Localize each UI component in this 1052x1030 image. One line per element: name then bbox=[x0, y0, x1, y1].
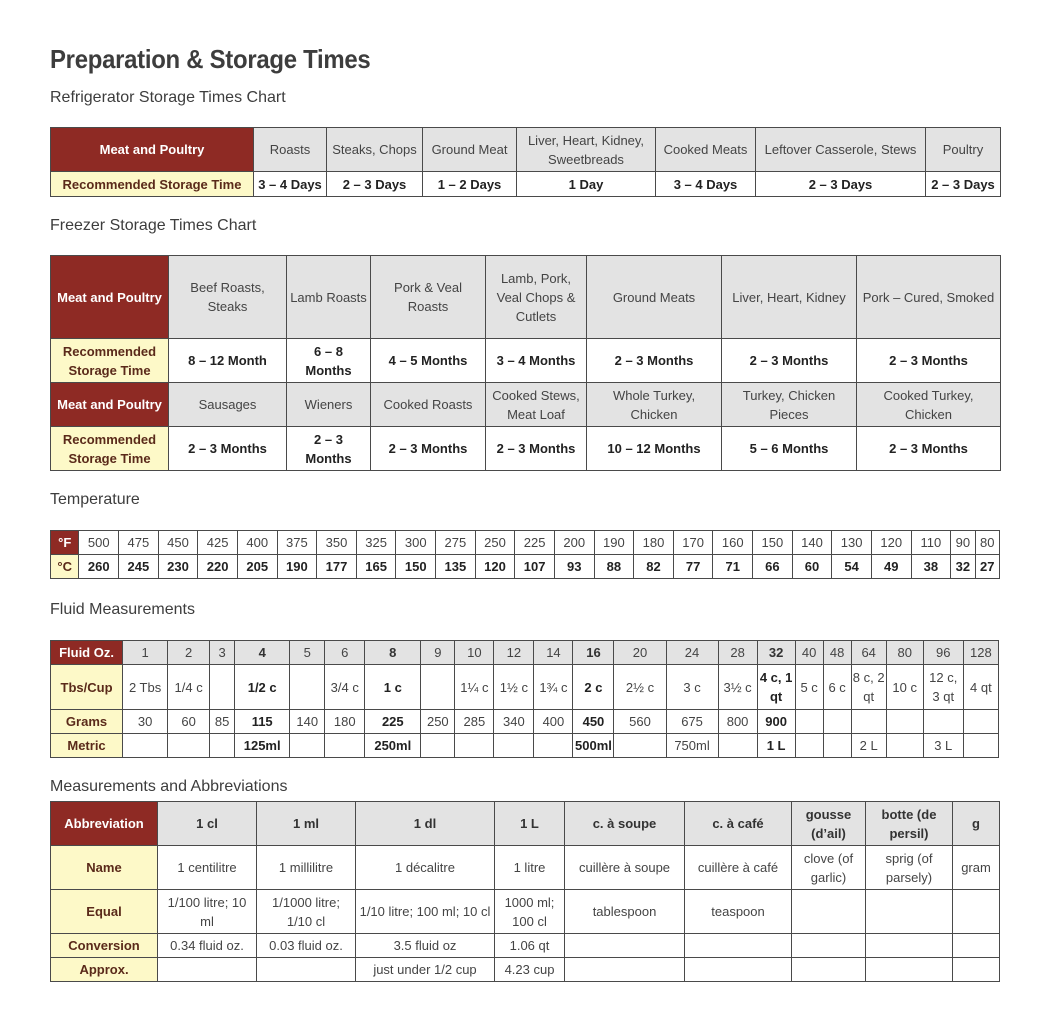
grams-cell: 560 bbox=[614, 710, 666, 734]
fahrenheit-cell: 150 bbox=[753, 531, 793, 555]
metric-cell bbox=[290, 734, 325, 758]
freezer-item-cell: Turkey, Chicken Pieces bbox=[722, 383, 857, 427]
approx-cell bbox=[257, 958, 356, 982]
fridge-time-cell: 3 – 4 Days bbox=[254, 172, 327, 197]
fahrenheit-cell: 425 bbox=[198, 531, 238, 555]
freezer-item-cell: Cooked Stews, Meat Loaf bbox=[486, 383, 587, 427]
abbreviation-cell: c. à soupe bbox=[565, 802, 685, 846]
metric-cell: 1 L bbox=[757, 734, 795, 758]
conversion-cell bbox=[866, 934, 953, 958]
fridge-heading: Refrigerator Storage Times Chart bbox=[50, 89, 286, 106]
celsius-cell: 260 bbox=[79, 555, 119, 579]
fahrenheit-cell: 325 bbox=[356, 531, 396, 555]
conversion-cell bbox=[792, 934, 866, 958]
approx-cell bbox=[158, 958, 257, 982]
grams-cell bbox=[886, 710, 923, 734]
fluid-table bbox=[50, 640, 999, 758]
conversion-cell bbox=[565, 934, 685, 958]
freezer-time-cell: 2 – 3 Months bbox=[857, 339, 1001, 383]
fahrenheit-cell: 350 bbox=[317, 531, 357, 555]
name-label: Name bbox=[51, 846, 158, 890]
grams-cell: 900 bbox=[757, 710, 795, 734]
freezer-time-cell: 10 – 12 Months bbox=[587, 427, 722, 471]
equal-cell bbox=[792, 890, 866, 934]
freezer-time-cell: 3 – 4 Months bbox=[486, 339, 587, 383]
tbs-cup-cell: 1/4 c bbox=[168, 665, 210, 710]
approx-cell bbox=[792, 958, 866, 982]
approx-cell: just under 1/2 cup bbox=[356, 958, 495, 982]
fridge-time-cell: 1 – 2 Days bbox=[423, 172, 517, 197]
equal-label: Equal bbox=[51, 890, 158, 934]
fahrenheit-label: °F bbox=[51, 531, 79, 555]
abbrev-table bbox=[50, 801, 1000, 982]
fluid-oz-cell: 3 bbox=[210, 641, 235, 665]
freezer-item-cell: Pork & Veal Roasts bbox=[371, 256, 486, 339]
fahrenheit-cell: 80 bbox=[975, 531, 999, 555]
tbs-cup-cell: 6 c bbox=[823, 665, 851, 710]
celsius-cell: 135 bbox=[436, 555, 476, 579]
name-cell: cuillère à café bbox=[685, 846, 792, 890]
freezer-header-label-1: Meat and Poultry bbox=[51, 256, 169, 339]
equal-cell: 1/1000 litre; 1/10 cl bbox=[257, 890, 356, 934]
fluid-oz-cell: 8 bbox=[365, 641, 421, 665]
fluid-oz-cell: 6 bbox=[325, 641, 365, 665]
tbs-cup-cell: 1½ c bbox=[494, 665, 534, 710]
metric-cell bbox=[325, 734, 365, 758]
freezer-time-cell: 2 – 3 Months bbox=[287, 427, 371, 471]
metric-cell bbox=[210, 734, 235, 758]
fluid-oz-cell: 9 bbox=[421, 641, 455, 665]
equal-cell: tablespoon bbox=[565, 890, 685, 934]
name-cell: 1 centilitre bbox=[158, 846, 257, 890]
fahrenheit-cell: 90 bbox=[951, 531, 975, 555]
celsius-cell: 205 bbox=[237, 555, 277, 579]
abbreviation-cell: gousse (d’ail) bbox=[792, 802, 866, 846]
fluid-heading: Fluid Measurements bbox=[50, 601, 195, 618]
tbs-cup-cell bbox=[421, 665, 455, 710]
grams-cell: 340 bbox=[494, 710, 534, 734]
fahrenheit-cell: 160 bbox=[713, 531, 753, 555]
fahrenheit-cell: 250 bbox=[475, 531, 515, 555]
fahrenheit-cell: 225 bbox=[515, 531, 555, 555]
metric-label: Metric bbox=[51, 734, 123, 758]
metric-cell bbox=[168, 734, 210, 758]
metric-cell bbox=[494, 734, 534, 758]
grams-cell: 85 bbox=[210, 710, 235, 734]
celsius-cell: 77 bbox=[673, 555, 713, 579]
tbs-cup-cell bbox=[290, 665, 325, 710]
name-cell: 1 décalitre bbox=[356, 846, 495, 890]
tbs-cup-cell: 1 c bbox=[365, 665, 421, 710]
approx-cell bbox=[866, 958, 953, 982]
fridge-row-label: Recommended Storage Time bbox=[51, 172, 254, 197]
metric-cell: 500ml bbox=[573, 734, 614, 758]
freezer-item-cell: Pork – Cured, Smoked bbox=[857, 256, 1001, 339]
fluid-oz-cell: 5 bbox=[290, 641, 325, 665]
metric-cell: 2 L bbox=[851, 734, 886, 758]
metric-cell bbox=[795, 734, 823, 758]
fluid-oz-cell: 40 bbox=[795, 641, 823, 665]
grams-cell: 450 bbox=[573, 710, 614, 734]
grams-label: Grams bbox=[51, 710, 123, 734]
freezer-time-cell: 4 – 5 Months bbox=[371, 339, 486, 383]
grams-cell: 30 bbox=[123, 710, 168, 734]
tbs-cup-cell: 12 c, 3 qt bbox=[923, 665, 963, 710]
grams-cell: 800 bbox=[718, 710, 757, 734]
metric-cell bbox=[123, 734, 168, 758]
fridge-table bbox=[50, 127, 1001, 197]
fridge-header-label: Meat and Poultry bbox=[51, 128, 254, 172]
freezer-time-cell: 6 – 8 Months bbox=[287, 339, 371, 383]
equal-cell: 1/10 litre; 100 ml; 10 cl bbox=[356, 890, 495, 934]
fahrenheit-cell: 400 bbox=[237, 531, 277, 555]
celsius-cell: 150 bbox=[396, 555, 436, 579]
fridge-item-cell: Poultry bbox=[926, 128, 1001, 172]
fahrenheit-cell: 450 bbox=[158, 531, 198, 555]
freezer-item-cell: Wieners bbox=[287, 383, 371, 427]
tbs-cup-cell: 1/2 c bbox=[235, 665, 290, 710]
freezer-row-label-2: Recommended Storage Time bbox=[51, 427, 169, 471]
freezer-item-cell: Cooked Roasts bbox=[371, 383, 486, 427]
fridge-time-cell: 3 – 4 Days bbox=[656, 172, 756, 197]
grams-cell bbox=[823, 710, 851, 734]
abbreviation-cell: botte (de persil) bbox=[866, 802, 953, 846]
fluid-oz-cell: 32 bbox=[757, 641, 795, 665]
metric-cell: 125ml bbox=[235, 734, 290, 758]
abbreviation-cell: g bbox=[953, 802, 1000, 846]
conversion-cell: 0.03 fluid oz. bbox=[257, 934, 356, 958]
fluid-oz-cell: 80 bbox=[886, 641, 923, 665]
freezer-time-cell: 2 – 3 Months bbox=[587, 339, 722, 383]
metric-cell bbox=[455, 734, 494, 758]
equal-cell bbox=[866, 890, 953, 934]
fridge-item-cell: Cooked Meats bbox=[656, 128, 756, 172]
fluid-oz-cell: 2 bbox=[168, 641, 210, 665]
fluid-oz-cell: 4 bbox=[235, 641, 290, 665]
fluid-oz-cell: 128 bbox=[963, 641, 998, 665]
conversion-label: Conversion bbox=[51, 934, 158, 958]
metric-cell bbox=[886, 734, 923, 758]
tbs-cup-cell bbox=[210, 665, 235, 710]
fahrenheit-cell: 170 bbox=[673, 531, 713, 555]
freezer-item-cell: Sausages bbox=[169, 383, 287, 427]
fahrenheit-cell: 475 bbox=[119, 531, 159, 555]
freezer-item-cell: Ground Meats bbox=[587, 256, 722, 339]
abbreviation-label: Abbreviation bbox=[51, 802, 158, 846]
celsius-cell: 165 bbox=[356, 555, 396, 579]
fluid-oz-cell: 28 bbox=[718, 641, 757, 665]
freezer-time-cell: 2 – 3 Months bbox=[722, 339, 857, 383]
freezer-row-label-1: Recommended Storage Time bbox=[51, 339, 169, 383]
abbrev-heading: Measurements and Abbreviations bbox=[50, 778, 288, 795]
celsius-cell: 177 bbox=[317, 555, 357, 579]
abbreviation-cell: 1 dl bbox=[356, 802, 495, 846]
abbreviation-cell: 1 cl bbox=[158, 802, 257, 846]
fahrenheit-cell: 275 bbox=[436, 531, 476, 555]
celsius-cell: 82 bbox=[634, 555, 674, 579]
page-title: Preparation & Storage Times bbox=[50, 44, 371, 74]
fluid-oz-cell: 64 bbox=[851, 641, 886, 665]
metric-cell: 750ml bbox=[666, 734, 718, 758]
name-cell: sprig (of parsely) bbox=[866, 846, 953, 890]
approx-cell bbox=[685, 958, 792, 982]
metric-cell bbox=[718, 734, 757, 758]
freezer-item-cell: Beef Roasts, Steaks bbox=[169, 256, 287, 339]
fahrenheit-cell: 110 bbox=[911, 531, 951, 555]
grams-cell: 115 bbox=[235, 710, 290, 734]
fahrenheit-cell: 300 bbox=[396, 531, 436, 555]
tbs-cup-cell: 2½ c bbox=[614, 665, 666, 710]
freezer-time-cell: 8 – 12 Month bbox=[169, 339, 287, 383]
celsius-cell: 66 bbox=[753, 555, 793, 579]
conversion-cell bbox=[953, 934, 1000, 958]
name-cell: 1 millilitre bbox=[257, 846, 356, 890]
name-cell: gram bbox=[953, 846, 1000, 890]
grams-cell: 140 bbox=[290, 710, 325, 734]
freezer-item-cell: Lamb Roasts bbox=[287, 256, 371, 339]
conversion-cell: 1.06 qt bbox=[495, 934, 565, 958]
approx-label: Approx. bbox=[51, 958, 158, 982]
freezer-table bbox=[50, 255, 1001, 471]
fluid-oz-label: Fluid Oz. bbox=[51, 641, 123, 665]
freezer-time-cell: 2 – 3 Months bbox=[486, 427, 587, 471]
tbs-cup-cell: 2 Tbs bbox=[123, 665, 168, 710]
fluid-oz-cell: 1 bbox=[123, 641, 168, 665]
fluid-oz-cell: 10 bbox=[455, 641, 494, 665]
grams-cell: 675 bbox=[666, 710, 718, 734]
fahrenheit-cell: 130 bbox=[832, 531, 872, 555]
grams-cell bbox=[795, 710, 823, 734]
name-cell: 1 litre bbox=[495, 846, 565, 890]
tbs-cup-cell: 1¾ c bbox=[534, 665, 573, 710]
fluid-oz-cell: 16 bbox=[573, 641, 614, 665]
fluid-oz-cell: 48 bbox=[823, 641, 851, 665]
fahrenheit-cell: 120 bbox=[871, 531, 911, 555]
metric-cell bbox=[534, 734, 573, 758]
fahrenheit-cell: 190 bbox=[594, 531, 634, 555]
fluid-oz-cell: 14 bbox=[534, 641, 573, 665]
temperature-heading: Temperature bbox=[50, 491, 140, 508]
celsius-cell: 38 bbox=[911, 555, 951, 579]
celsius-cell: 27 bbox=[975, 555, 999, 579]
metric-cell: 250ml bbox=[365, 734, 421, 758]
tbs-cup-cell: 1¼ c bbox=[455, 665, 494, 710]
fridge-item-cell: Roasts bbox=[254, 128, 327, 172]
tbs-cup-cell: 2 c bbox=[573, 665, 614, 710]
tbs-cup-cell: 3½ c bbox=[718, 665, 757, 710]
celsius-cell: 245 bbox=[119, 555, 159, 579]
tbs-cup-cell: 8 c, 2 qt bbox=[851, 665, 886, 710]
name-cell: cuillère à soupe bbox=[565, 846, 685, 890]
temperature-table bbox=[50, 530, 1000, 579]
tbs-cup-cell: 3/4 c bbox=[325, 665, 365, 710]
freezer-header-label-2: Meat and Poultry bbox=[51, 383, 169, 427]
fahrenheit-cell: 180 bbox=[634, 531, 674, 555]
fridge-item-cell: Ground Meat bbox=[423, 128, 517, 172]
freezer-time-cell: 2 – 3 Months bbox=[169, 427, 287, 471]
grams-cell bbox=[923, 710, 963, 734]
celsius-cell: 107 bbox=[515, 555, 555, 579]
metric-cell bbox=[614, 734, 666, 758]
celsius-cell: 190 bbox=[277, 555, 317, 579]
freezer-time-cell: 5 – 6 Months bbox=[722, 427, 857, 471]
freezer-item-cell: Lamb, Pork, Veal Chops & Cutlets bbox=[486, 256, 587, 339]
celsius-cell: 230 bbox=[158, 555, 198, 579]
celsius-cell: 49 bbox=[871, 555, 911, 579]
fahrenheit-cell: 140 bbox=[792, 531, 832, 555]
celsius-cell: 54 bbox=[832, 555, 872, 579]
celsius-cell: 88 bbox=[594, 555, 634, 579]
grams-cell: 250 bbox=[421, 710, 455, 734]
celsius-cell: 71 bbox=[713, 555, 753, 579]
approx-cell bbox=[953, 958, 1000, 982]
equal-cell: 1/100 litre; 10 ml bbox=[158, 890, 257, 934]
fridge-time-cell: 2 – 3 Days bbox=[926, 172, 1001, 197]
celsius-cell: 32 bbox=[951, 555, 975, 579]
grams-cell bbox=[851, 710, 886, 734]
equal-cell bbox=[953, 890, 1000, 934]
grams-cell: 60 bbox=[168, 710, 210, 734]
tbs-cup-label: Tbs/Cup bbox=[51, 665, 123, 710]
grams-cell bbox=[963, 710, 998, 734]
abbreviation-cell: 1 ml bbox=[257, 802, 356, 846]
equal-cell: teaspoon bbox=[685, 890, 792, 934]
fridge-time-cell: 2 – 3 Days bbox=[756, 172, 926, 197]
fluid-oz-cell: 12 bbox=[494, 641, 534, 665]
freezer-item-cell: Liver, Heart, Kidney bbox=[722, 256, 857, 339]
tbs-cup-cell: 4 qt bbox=[963, 665, 998, 710]
tbs-cup-cell: 10 c bbox=[886, 665, 923, 710]
grams-cell: 225 bbox=[365, 710, 421, 734]
freezer-time-cell: 2 – 3 Months bbox=[371, 427, 486, 471]
fluid-oz-cell: 96 bbox=[923, 641, 963, 665]
freezer-item-cell: Cooked Turkey, Chicken bbox=[857, 383, 1001, 427]
fridge-time-cell: 1 Day bbox=[517, 172, 656, 197]
celsius-cell: 60 bbox=[792, 555, 832, 579]
celsius-cell: 93 bbox=[554, 555, 594, 579]
conversion-cell: 0.34 fluid oz. bbox=[158, 934, 257, 958]
tbs-cup-cell: 5 c bbox=[795, 665, 823, 710]
fahrenheit-cell: 500 bbox=[79, 531, 119, 555]
equal-cell: 1000 ml; 100 cl bbox=[495, 890, 565, 934]
approx-cell bbox=[565, 958, 685, 982]
grams-cell: 180 bbox=[325, 710, 365, 734]
abbreviation-cell: c. à café bbox=[685, 802, 792, 846]
abbreviation-cell: 1 L bbox=[495, 802, 565, 846]
metric-cell bbox=[421, 734, 455, 758]
conversion-cell: 3.5 fluid oz bbox=[356, 934, 495, 958]
name-cell: clove (of garlic) bbox=[792, 846, 866, 890]
freezer-time-cell: 2 – 3 Months bbox=[857, 427, 1001, 471]
fahrenheit-cell: 200 bbox=[554, 531, 594, 555]
fluid-oz-cell: 20 bbox=[614, 641, 666, 665]
approx-cell: 4.23 cup bbox=[495, 958, 565, 982]
fridge-item-cell: Liver, Heart, Kidney, Sweetbreads bbox=[517, 128, 656, 172]
metric-cell: 3 L bbox=[923, 734, 963, 758]
tbs-cup-cell: 4 c, 1 qt bbox=[757, 665, 795, 710]
tbs-cup-cell: 3 c bbox=[666, 665, 718, 710]
conversion-cell bbox=[685, 934, 792, 958]
metric-cell bbox=[963, 734, 998, 758]
celsius-cell: 120 bbox=[475, 555, 515, 579]
fridge-time-cell: 2 – 3 Days bbox=[327, 172, 423, 197]
grams-cell: 285 bbox=[455, 710, 494, 734]
celsius-cell: 220 bbox=[198, 555, 238, 579]
grams-cell: 400 bbox=[534, 710, 573, 734]
freezer-item-cell: Whole Turkey, Chicken bbox=[587, 383, 722, 427]
celsius-label: °C bbox=[51, 555, 79, 579]
freezer-heading: Freezer Storage Times Chart bbox=[50, 217, 257, 234]
metric-cell bbox=[823, 734, 851, 758]
fahrenheit-cell: 375 bbox=[277, 531, 317, 555]
fridge-item-cell: Leftover Casserole, Stews bbox=[756, 128, 926, 172]
fluid-oz-cell: 24 bbox=[666, 641, 718, 665]
fridge-item-cell: Steaks, Chops bbox=[327, 128, 423, 172]
